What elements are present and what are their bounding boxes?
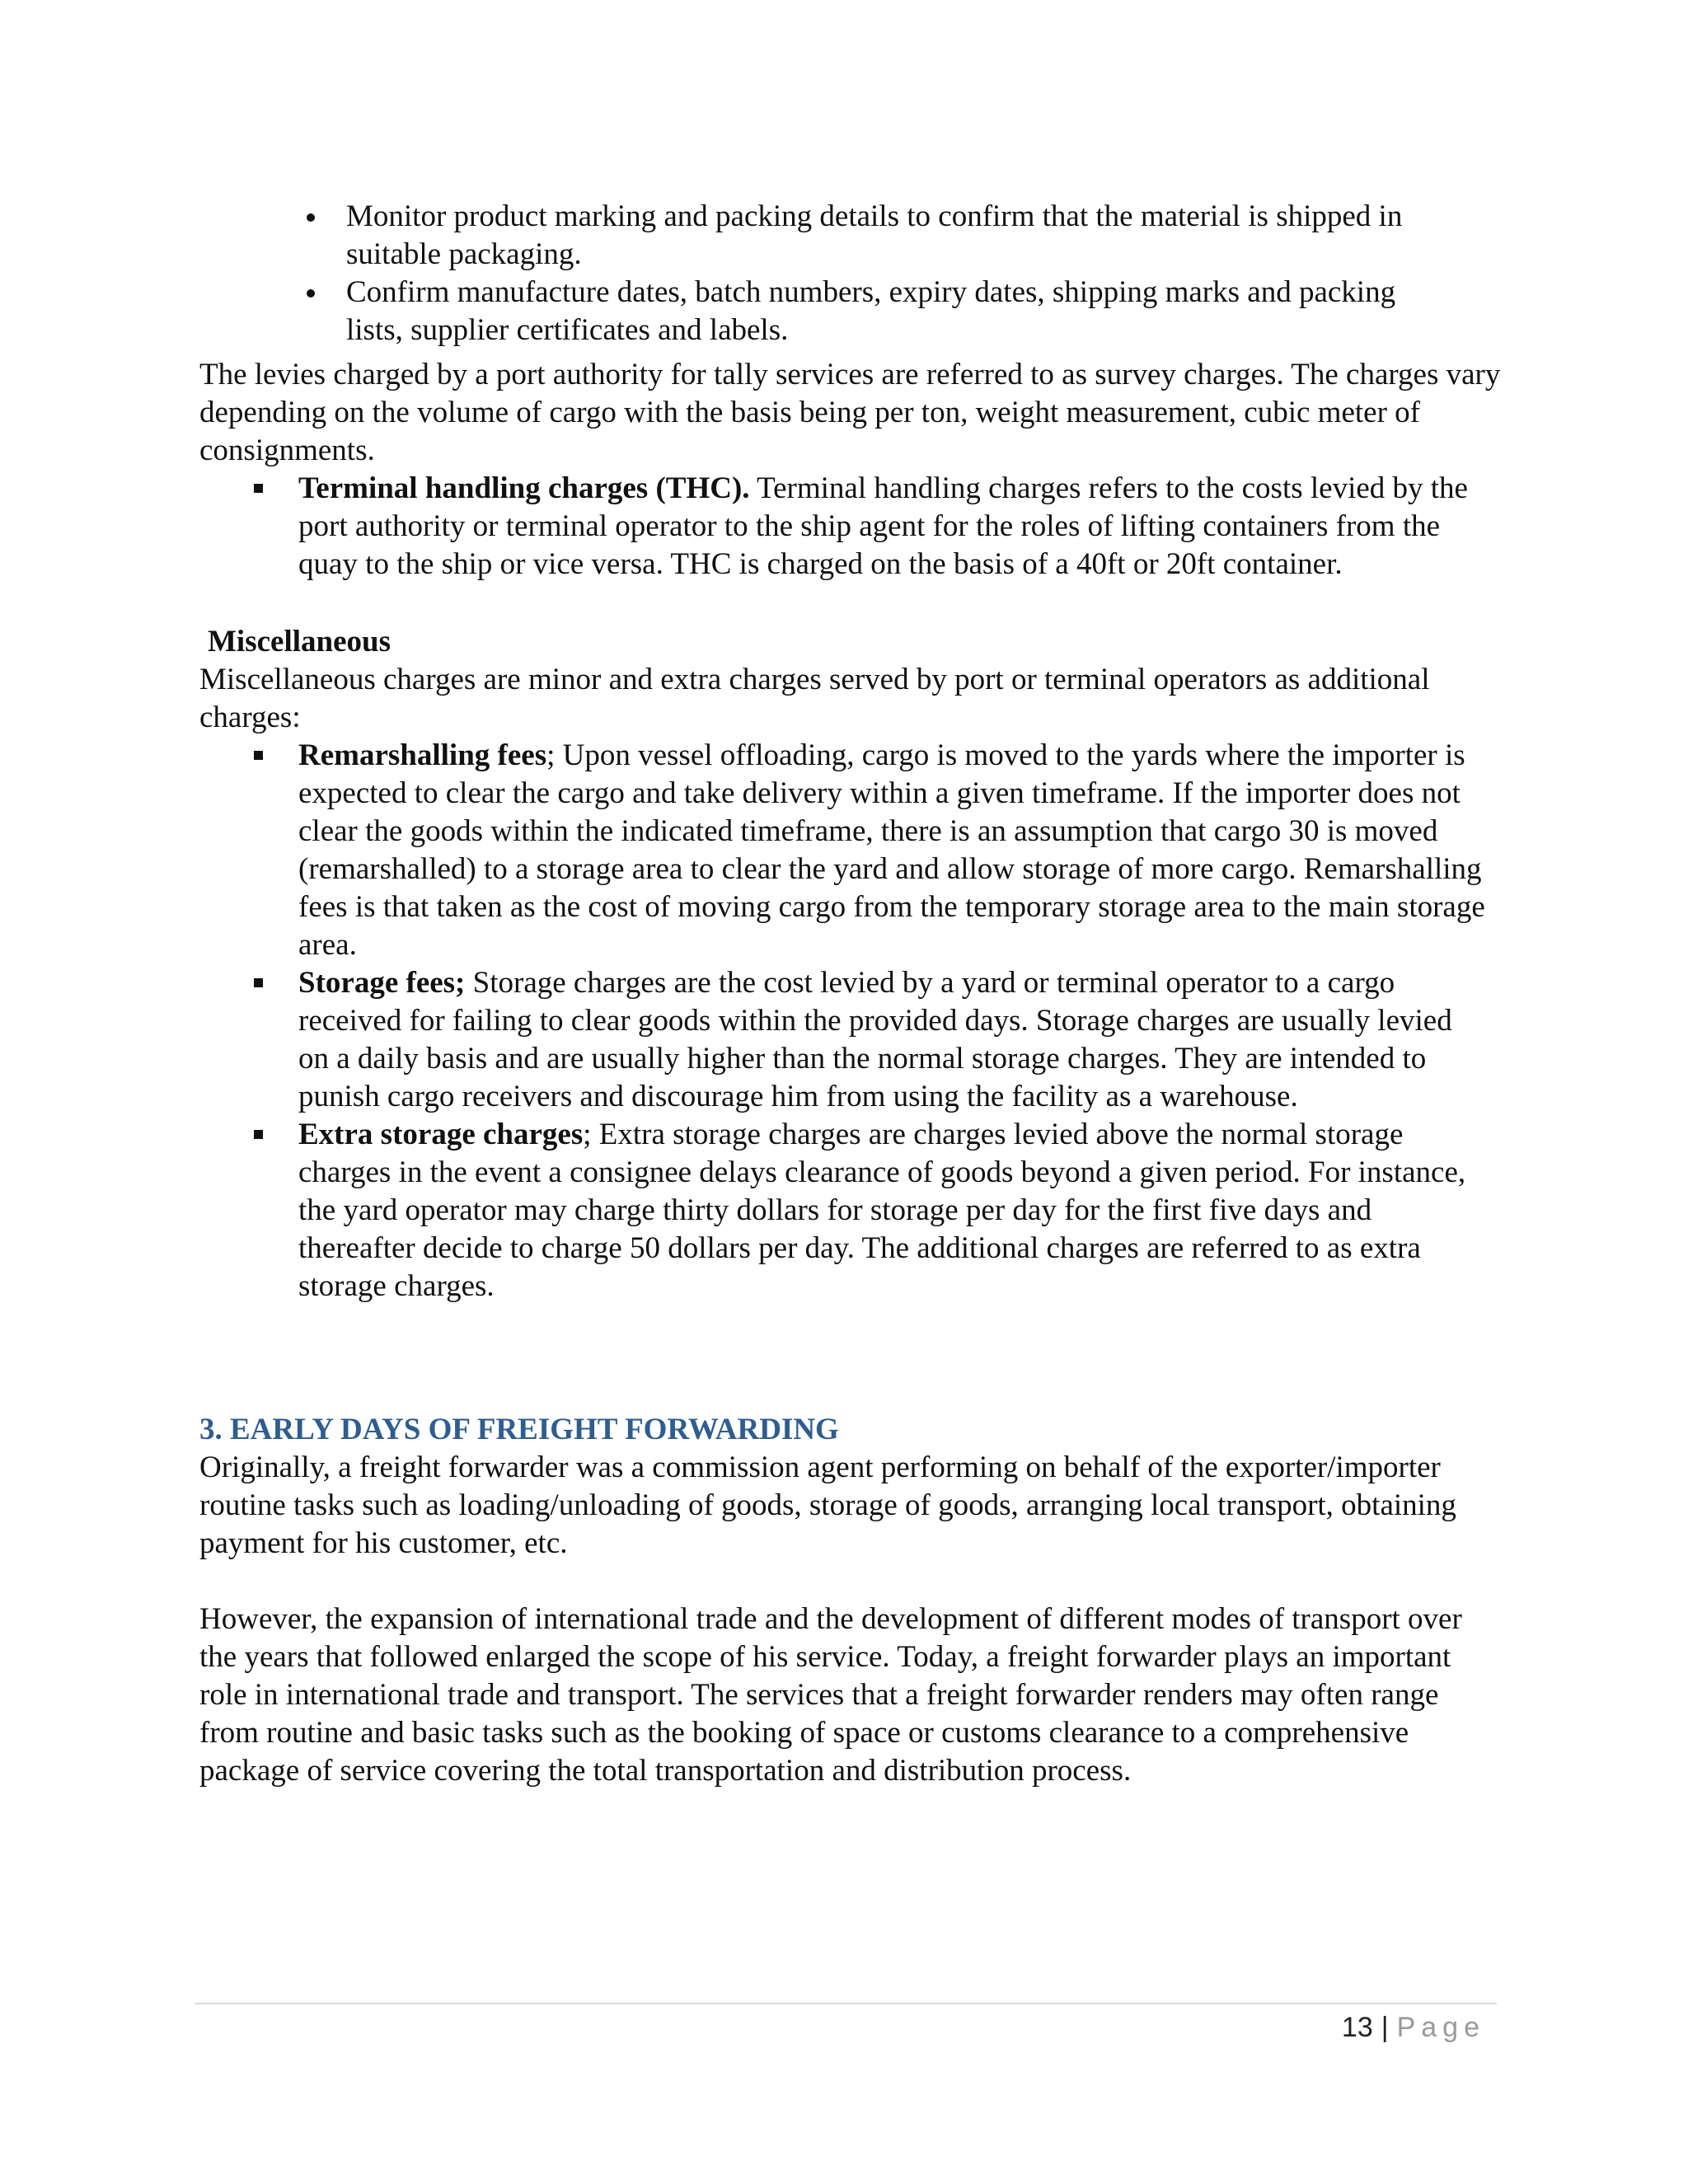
paragraph-originally: Originally, a freight forwarder was a commission agent performing on behalf of the exporter/importer routine tasks such as loading/unloading of goods, storage of goods, arranging local transport, obtaining payment for his customer, etc. <box>199 1451 1456 1560</box>
list-item: Confirm manufacture dates, batch numbers, expiry dates, shipping marks and packing lists, supplier certificates and labels. <box>346 274 1451 349</box>
term-storage: Storage fees; <box>298 966 466 1000</box>
bullet-list-thc <box>298 470 1485 583</box>
bullet-list-checks <box>346 198 1451 349</box>
extra-storage-description: ; Extra storage charges are charges levied above the normal storage charges in the event a consignee delays clearance of goods beyond a given period. For instance, the yard operator may charge thirty dollars for storage per day for the first five days and thereafter decide to charge 50 dollars per day. The additional charges are referred to as extra storage charges. <box>298 1118 1466 1303</box>
footer-divider <box>195 2003 1497 2004</box>
list-item <box>298 1116 1485 1305</box>
page-footer <box>1342 2009 1485 2046</box>
storage-description: Storage charges are the cost levied by a yard or terminal operator to a cargo received for failing to clear goods within the provided days. Storage charges are usually levied on a daily basis and are usually higher than the normal storage charges. They are intended to punish cargo receivers and discourage him from using the facility as a warehouse. <box>298 966 1452 1113</box>
subheading-miscellaneous: Miscellaneous <box>208 625 391 658</box>
bullet-list-misc-charges <box>298 737 1485 1305</box>
list-item <box>298 964 1485 1116</box>
paragraph-levies: The levies charged by a port authority for tally services are referred to as survey charges. The charges vary depending on the volume of cargo with the basis being per ton, weight measurement, cubic meter of consignments. <box>199 358 1501 467</box>
list-item: Monitor product marking and packing details to confirm that the material is shipped in suitable packaging. <box>346 198 1451 274</box>
paragraph-however: However, the expansion of international trade and the development of different modes of transport over the years that followed enlarged the scope of his service. Today, a freight forwarder plays an important role in international trade and transport. The services that a freight forwarder renders may often range from routine and basic tasks such as the booking of space or customs clearance to a comprehensive package of service covering the total transportation and distribution process. <box>199 1602 1462 1788</box>
term-remarshalling: Remarshalling fees <box>298 738 547 772</box>
term-extra-storage: Extra storage charges <box>298 1118 584 1151</box>
footer-separator: | <box>1381 2012 1389 2043</box>
page-label: Page <box>1396 2012 1485 2043</box>
thc-description: Terminal handling charges refers to the costs levied by the port authority or terminal operator to the ship agent for the roles of lifting containers from the quay to the ship or vice versa. THC is charged on the basis of a 40ft or 20ft container. <box>298 471 1468 581</box>
list-item <box>298 737 1485 964</box>
term-thc: Terminal handling charges (THC). <box>298 471 750 505</box>
list-item <box>298 470 1485 583</box>
remarshalling-description: ; Upon vessel offloading, cargo is moved to the yards where the importer is expected to clear the cargo and take delivery within a given timeframe. If the importer does not clear the goods within the indicated timeframe, there is an assumption that cargo 30 is moved (remarshalled) to a storage area to clear the yard and allow storage of more cargo. Remarshalling fees is that taken as the cost of moving cargo from the temporary storage area to the main storage area. <box>298 738 1485 962</box>
page-number: 13 <box>1341 2012 1373 2043</box>
paragraph-misc-intro: Miscellaneous charges are minor and extra charges served by port or terminal operators as additional charges: <box>199 663 1430 734</box>
section-heading: 3. EARLY DAYS OF FREIGHT FORWARDING <box>199 1413 839 1446</box>
